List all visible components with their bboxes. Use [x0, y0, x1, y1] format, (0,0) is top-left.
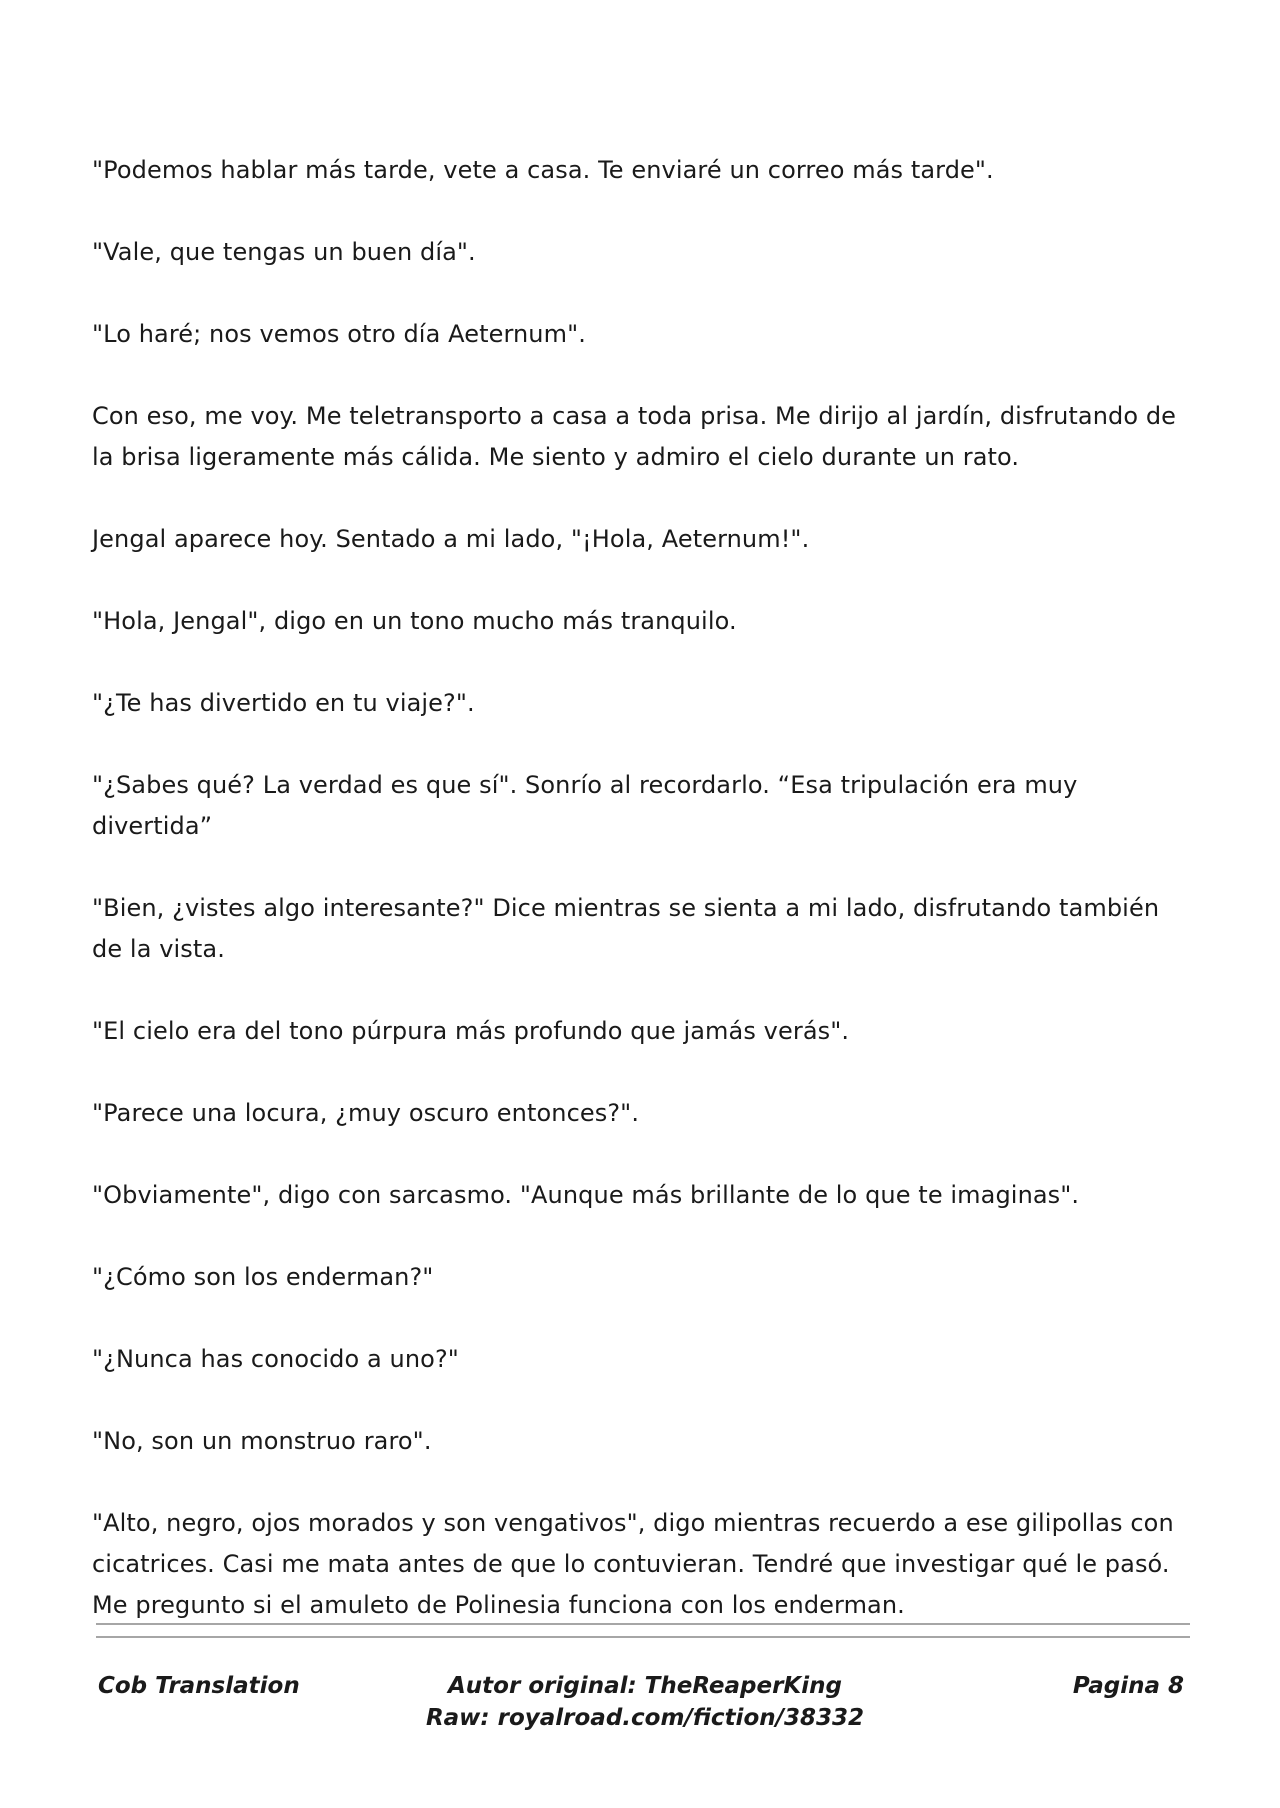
footer-raw-source: Raw: royalroad.com/fiction/38332 — [425, 1705, 865, 1731]
paragraph: "¿Nunca has conocido a uno?" — [92, 1345, 459, 1373]
footer-divider-top — [96, 1623, 1190, 1625]
paragraph: "El cielo era del tono púrpura más profundo que jamás verás". — [92, 1017, 850, 1045]
paragraph: "Hola, Jengal", digo en un tono mucho más tranquilo. — [92, 607, 737, 635]
paragraph: "Obviamente", digo con sarcasmo. "Aunque más brillante de lo que te imaginas". — [92, 1181, 1080, 1209]
footer-credits — [395, 1670, 895, 1734]
paragraph: "¿Te has divertido en tu viaje?". — [92, 689, 475, 717]
paragraph: "¿Sabes qué? La verdad es que sí". Sonrío al recordarlo. “Esa tripulación era muy divertida” — [92, 771, 1078, 840]
paragraph: "Alto, negro, ojos morados y son vengativos", digo mientras recuerdo a ese gilipollas con cicatrices. Casi me mata antes de que lo contuvieran. Tendré que investigar qué le pasó. Me pregunto si el amuleto de Polinesia funciona con los enderman. — [92, 1509, 1174, 1619]
paragraph: "No, son un monstruo raro". — [92, 1427, 432, 1455]
paragraph: "Lo haré; nos vemos otro día Aeternum". — [92, 320, 586, 348]
footer-page-number: Pagina 8 — [1072, 1673, 1184, 1699]
paragraph: "¿Cómo son los enderman?" — [92, 1263, 434, 1291]
footer-divider-bottom — [96, 1636, 1190, 1638]
body-text — [92, 150, 1192, 1667]
paragraph: Con eso, me voy. Me teletransporto a casa a toda prisa. Me dirijo al jardín, disfrutando de la brisa ligeramente más cálida. Me siento y admiro el cielo durante un rato. — [92, 402, 1177, 471]
paragraph: "Podemos hablar más tarde, vete a casa. Te enviaré un correo más tarde". — [92, 156, 994, 184]
footer-original-author: Autor original: TheReaperKing — [448, 1673, 842, 1699]
footer-translator: Cob Translation — [98, 1673, 300, 1699]
paragraph: "Bien, ¿vistes algo interesante?" Dice mientras se sienta a mi lado, disfrutando también de la vista. — [92, 894, 1160, 963]
paragraph: "Parece una locura, ¿muy oscuro entonces?". — [92, 1099, 640, 1127]
paragraph: "Vale, que tengas un buen día". — [92, 238, 476, 266]
paragraph: Jengal aparece hoy. Sentado a mi lado, "¡Hola, Aeternum!". — [92, 525, 810, 553]
